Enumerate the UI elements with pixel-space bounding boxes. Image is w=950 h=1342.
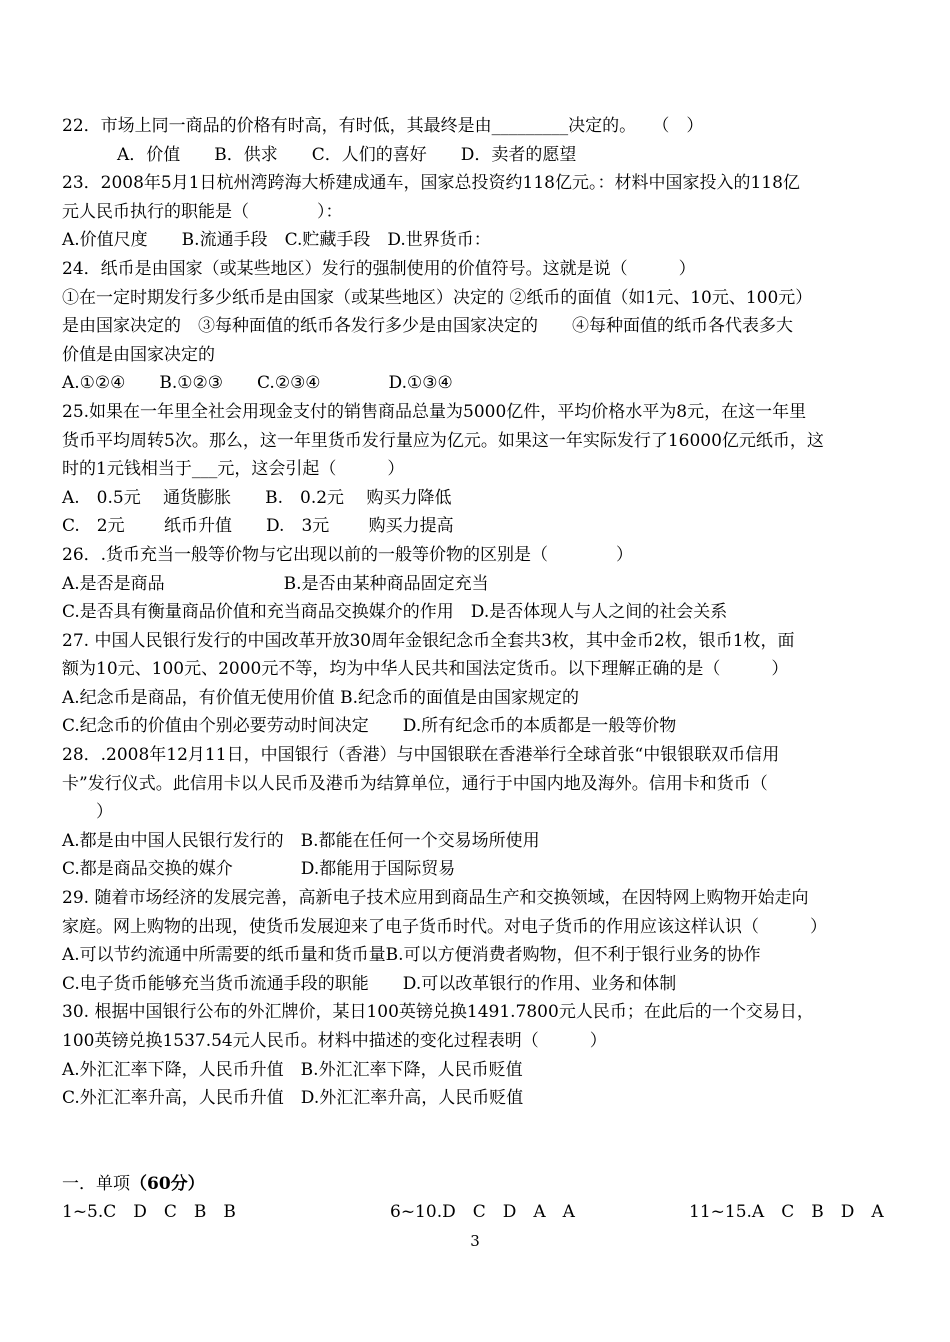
question-list bbox=[62, 112, 892, 1113]
question-line: A．价值 B．供求 C．人们的喜好 D．卖者的愿望 bbox=[117, 144, 577, 165]
question-line: A.是否是商品 B.是否由某种商品固定充当 bbox=[62, 573, 489, 594]
answer-group-1: 1~5.C D C B B bbox=[62, 1201, 236, 1222]
question-line: 是由国家决定的 ③每种面值的纸币各发行多少是由国家决定的 ④每种面值的纸币各代表多大 bbox=[62, 316, 793, 337]
question-line: C.外汇汇率升高，人民币升值 D.外汇汇率升高，人民币贬值 bbox=[62, 1088, 524, 1109]
answer-row bbox=[62, 1198, 892, 1226]
exam-page bbox=[62, 112, 892, 1226]
page-number: 3 bbox=[470, 1232, 480, 1250]
answer-group-3: 11~15.A C B D A bbox=[689, 1201, 884, 1222]
question-line: 23．2008年5月1日杭州湾跨海大桥建成通车，国家总投资约118亿元。：材料中国家投入的118亿 bbox=[62, 173, 800, 194]
question-line: 30. 根据中国银行公布的外汇牌价，某日100英镑兑换1491.7800元人民币；在此后的一个交易日， bbox=[62, 1002, 814, 1023]
question-line: 额为10元、100元、2000元不等，均为中华人民共和国法定货币。以下理解正确的是（ ） bbox=[62, 659, 789, 680]
question-line: 货币平均周转5次。那么，这一年里货币发行量应为亿元。如果这一年实际发行了16000亿元纸币，这 bbox=[62, 430, 824, 451]
question-line: 家庭。网上购物的出现，使货币发展迎来了电子货币时代。对电子货币的作用应该这样认识（ ） bbox=[62, 916, 827, 937]
question-line: C.纪念币的价值由个别必要劳动时间决定 D.所有纪念币的本质都是一般等价物 bbox=[62, 716, 677, 737]
question-line: 卡”发行仪式。此信用卡以人民币及港币为结算单位，通行于中国内地及海外。信用卡和货币（ bbox=[62, 773, 768, 794]
question-line: A.价值尺度 B.流通手段 C.贮藏手段 D.世界货币： bbox=[62, 230, 491, 251]
answer-heading-score: （60分） bbox=[130, 1173, 205, 1194]
question-line: 元人民币执行的职能是（ ）： bbox=[62, 201, 343, 222]
question-line: A.①②④ B.①②③ C.②③④ D.①③④ bbox=[62, 373, 453, 394]
question-line: 价值是由国家决定的 bbox=[62, 344, 215, 365]
answer-heading-prefix: 一．单项 bbox=[62, 1173, 130, 1194]
question-line: ①在一定时期发行多少纸币是由国家（或某些地区）决定的 ②纸币的面值（如1元、10元、100元） bbox=[62, 287, 813, 308]
question-line: A.纪念币是商品，有价值无使用价值 B.纪念币的面值是由国家规定的 bbox=[62, 687, 579, 708]
question-line: C.是否具有衡量商品价值和充当商品交换媒介的作用 D.是否体现人与人之间的社会关系 bbox=[62, 602, 728, 623]
answer-heading bbox=[62, 1170, 892, 1198]
section-spacer bbox=[62, 1113, 892, 1170]
question-line: 29. 随着市场经济的发展完善，高新电子技术应用到商品生产和交换领域，在因特网上购物开始走向 bbox=[62, 888, 809, 909]
question-line: 100英镑兑换1537.54元人民币。材料中描述的变化过程表明（ ） bbox=[62, 1031, 607, 1051]
question-line: C.都是商品交换的媒介 D.都能用于国际贸易 bbox=[62, 859, 456, 880]
question-line: C. 2元 纸币升值 D. 3元 购买力提高 bbox=[62, 516, 454, 537]
question-line: A. 0.5元 通货膨胀 B. 0.2元 购买力降低 bbox=[62, 487, 452, 508]
question-line: 25.如果在一年里全社会用现金支付的销售商品总量为5000亿件，平均价格水平为8元，在这一年里 bbox=[62, 401, 807, 422]
question-line: A.都是由中国人民银行发行的 B.都能在任何一个交易场所使用 bbox=[62, 830, 540, 851]
question-line: 27. 中国人民银行发行的中国改革开放30周年金银纪念币全套共3枚，其中金币2枚，银币1枚，面 bbox=[62, 630, 795, 651]
question-line: 22．市场上同一商品的价格有时高，有时低，其最终是由_________决定的。 （ ） bbox=[62, 116, 704, 136]
question-line: 时的1元钱相当于___元，这会引起（ ） bbox=[62, 459, 405, 480]
question-line: 28．.2008年12月11日，中国银行（香港）与中国银联在香港举行全球首张“中银银联双币信用 bbox=[62, 745, 780, 766]
question-line: ） bbox=[62, 802, 113, 823]
question-line: C.电子货币能够充当货币流通手段的职能 D.可以改革银行的作用、业务和体制 bbox=[62, 973, 677, 994]
question-line: 24．纸币是由国家（或某些地区）发行的强制使用的价值符号。这就是说（ ） bbox=[62, 258, 696, 279]
answer-group-2: 6~10.D C D A A bbox=[390, 1201, 575, 1222]
question-line: A.可以节约流通中所需要的纸币量和货币量B.可以方便消费者购物，但不利于银行业务的协作 bbox=[62, 945, 761, 966]
question-line: 26．.货币充当一般等价物与它出现以前的一般等价物的区别是（ ） bbox=[62, 544, 634, 565]
question-line: A.外汇汇率下降，人民币升值 B.外汇汇率下降，人民币贬值 bbox=[62, 1059, 523, 1080]
